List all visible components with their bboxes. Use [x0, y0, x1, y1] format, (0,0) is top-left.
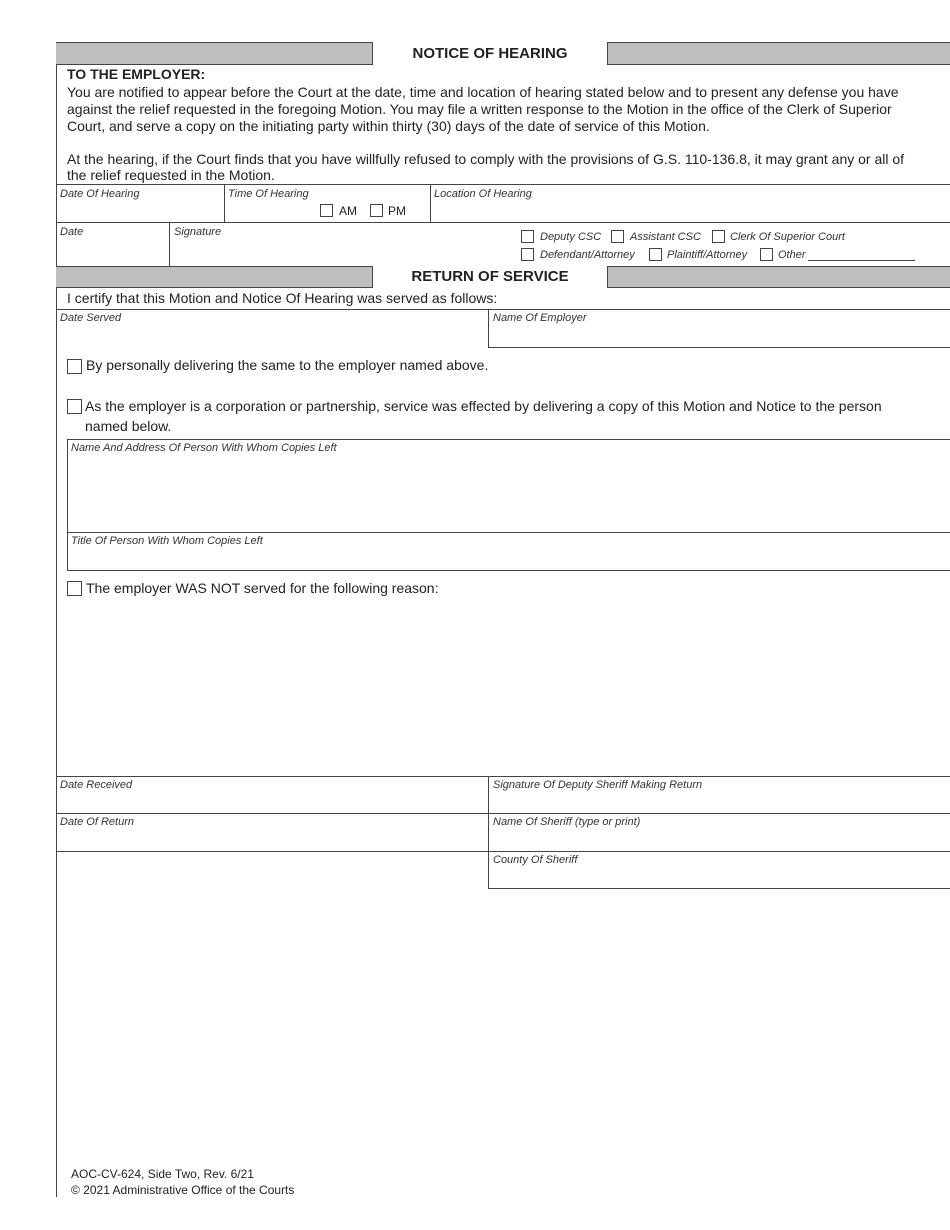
name-of-sheriff-label: Name Of Sheriff (type or print) [493, 816, 641, 828]
plaintiff-attorney-label: Plaintiff/Attorney [667, 249, 748, 261]
divider [56, 309, 950, 310]
divider [224, 184, 225, 222]
deputy-csc-checkbox[interactable] [521, 230, 534, 243]
clerk-checkbox[interactable] [712, 230, 725, 243]
divider [56, 184, 950, 185]
name-address-copies-label: Name And Address Of Person With Whom Copies Left [71, 442, 337, 454]
plaintiff-attorney-checkbox[interactable] [649, 248, 662, 261]
divider [67, 532, 950, 533]
divider [56, 776, 950, 777]
divider [56, 222, 950, 223]
divider [488, 776, 489, 888]
assistant-csc-label: Assistant CSC [630, 231, 701, 243]
title-copies-label: Title Of Person With Whom Copies Left [71, 535, 263, 547]
date-label: Date [60, 226, 84, 238]
date-received-label: Date Received [60, 779, 133, 791]
defendant-attorney-label: Defendant/Attorney [540, 249, 635, 261]
divider [488, 347, 950, 348]
to-employer-label: TO THE EMPLOYER: [67, 66, 206, 82]
notice-para1-line3: Court, and serve a copy on the initiating party within thirty (30) days of the date of service of this Motion. [67, 118, 710, 134]
pm-label: PM [388, 204, 406, 218]
divider [56, 851, 950, 852]
corporation-delivery-text-line2: named below. [85, 418, 172, 434]
assistant-csc-checkbox[interactable] [611, 230, 624, 243]
copyright: © 2021 Administrative Office of the Courts [71, 1183, 295, 1197]
am-checkbox[interactable] [320, 204, 333, 217]
notice-para1-line2: against the relief requested in the foregoing Motion. You may file a written response to the Motion in the office of the Clerk of Superior [67, 101, 892, 117]
notice-title: NOTICE OF HEARING [372, 42, 608, 65]
not-served-text: The employer WAS NOT served for the following reason: [86, 580, 439, 596]
corporation-delivery-checkbox[interactable] [67, 399, 82, 414]
am-label: AM [339, 204, 357, 218]
corporation-delivery-text-line1: As the employer is a corporation or partnership, service was effected by delivering a copy of this Motion and Notice to the person [85, 398, 882, 414]
divider [488, 309, 489, 347]
date-of-return-label: Date Of Return [60, 816, 134, 828]
personal-delivery-checkbox[interactable] [67, 359, 82, 374]
divider [169, 222, 170, 266]
other-checkbox[interactable] [760, 248, 773, 261]
location-of-hearing-label: Location Of Hearing [434, 188, 532, 200]
county-of-sheriff-label: County Of Sheriff [493, 854, 578, 866]
date-of-hearing-label: Date Of Hearing [60, 188, 140, 200]
form-id: AOC-CV-624, Side Two, Rev. 6/21 [71, 1167, 254, 1181]
clerk-label: Clerk Of Superior Court [730, 231, 845, 243]
pm-checkbox[interactable] [370, 204, 383, 217]
not-served-checkbox[interactable] [67, 581, 82, 596]
certify-text: I certify that this Motion and Notice Of Hearing was served as follows: [67, 290, 498, 306]
divider [488, 888, 950, 889]
notice-para2-line2: the relief requested in the Motion. [67, 167, 275, 183]
deputy-csc-label: Deputy CSC [540, 231, 602, 243]
divider [430, 184, 431, 222]
notice-para2-line1: At the hearing, if the Court finds that you have willfully refused to comply with the provisions of G.S. 110-136.8, it may grant any or all of [67, 151, 905, 167]
divider [67, 439, 950, 440]
signature-label: Signature [174, 226, 222, 238]
other-input-line[interactable] [808, 260, 915, 261]
name-of-employer-label: Name Of Employer [493, 312, 587, 324]
other-label: Other [778, 249, 806, 261]
notice-para1-line1: You are notified to appear before the Court at the date, time and location of hearing stated below and to present any defense you have [67, 84, 899, 100]
signature-deputy-label: Signature Of Deputy Sheriff Making Return [493, 779, 703, 791]
divider [67, 439, 68, 570]
left-margin-rule [56, 42, 57, 1197]
time-of-hearing-label: Time Of Hearing [228, 188, 309, 200]
personal-delivery-text: By personally delivering the same to the employer named above. [86, 357, 489, 373]
return-title: RETURN OF SERVICE [372, 266, 608, 288]
date-served-label: Date Served [60, 312, 122, 324]
divider [67, 570, 950, 571]
divider [56, 813, 950, 814]
defendant-attorney-checkbox[interactable] [521, 248, 534, 261]
